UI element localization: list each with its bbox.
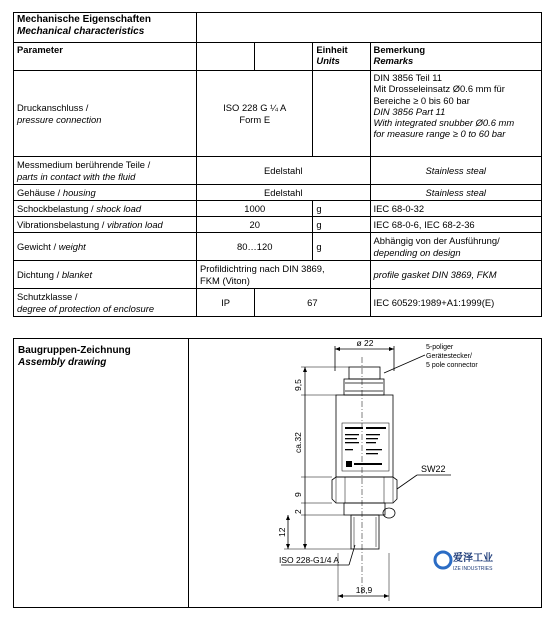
pressure-remark-6: for measure range ≥ 0 to 60 bar: [373, 128, 506, 140]
table-row-medium: [14, 157, 542, 185]
watermark-logo: [435, 551, 493, 572]
header-units-en: Units: [316, 55, 340, 67]
watermark-logo-icon: [435, 552, 451, 568]
shock-remark: IEC 68-0-32: [370, 201, 541, 217]
connector-body: [344, 379, 384, 395]
assembly-drawing-panel: [13, 338, 542, 608]
dim-9: 9: [293, 492, 303, 497]
table-row-weight: [14, 233, 542, 261]
plate-brand: [354, 463, 382, 465]
weight-label-en: weight: [58, 240, 86, 252]
table-row-pressure: [14, 71, 542, 157]
dim-2: 2: [293, 509, 303, 514]
medium-value: Edelstahl: [197, 157, 371, 185]
protection-value: 67: [255, 289, 370, 317]
table-row-protection: [14, 289, 542, 317]
housing-label-en: housing: [62, 186, 96, 198]
housing-remark: Stainless steal: [370, 185, 541, 201]
sw-label: SW22: [421, 464, 446, 474]
arrow-12-bottom: [286, 544, 290, 549]
vibration-label-en: vibration load: [107, 218, 163, 230]
table-title-de: Mechanische Eigenschaften: [17, 14, 151, 25]
seal-value: [197, 261, 371, 289]
plate-text-9: [345, 449, 353, 450]
pressure-value-2: Form E: [239, 113, 271, 125]
pressure-remark-3: Bereiche ≥ 0 bis 60 bar: [373, 94, 470, 106]
header-units: [313, 43, 370, 71]
medium-label: [14, 157, 197, 185]
header-parameter: Parameter: [14, 43, 197, 71]
shock-label: [14, 201, 197, 217]
pressure-unit: [313, 71, 370, 157]
vibration-value: 20: [197, 217, 313, 233]
pressure-label-de: Druckanschluss /: [17, 102, 89, 114]
dim-12: 12: [277, 527, 287, 537]
table-title-en: Mechanical characteristics: [17, 26, 145, 37]
connector-label-2: Gerätestecker/: [426, 353, 472, 360]
thread-leader-tip: [349, 545, 355, 565]
assembly-title: [14, 339, 189, 607]
medium-label-en: parts in contact with the fluid: [17, 170, 136, 182]
plate-text-7: [345, 442, 359, 443]
table-row-seal: [14, 261, 542, 289]
arrow-v-bottom: [303, 544, 307, 549]
plate-text-1: [345, 427, 363, 429]
pressure-label-en: pressure connection: [17, 113, 102, 125]
table-title-blank: [197, 13, 542, 43]
arrow-d-right: [389, 347, 394, 351]
protection-prefix: IP: [197, 289, 255, 317]
sensor-drawing: [189, 339, 541, 607]
connector-label-1: 5-poliger: [426, 344, 454, 351]
seal-value-2: FKM (Viton): [200, 274, 250, 286]
seal-remark: profile gasket DIN 3869, FKM: [370, 261, 541, 289]
assembly-title-de: Baugruppen-Zeichnung: [18, 345, 131, 356]
pressure-label: [14, 71, 197, 157]
connector-leader: [384, 355, 425, 373]
seal-label: [14, 261, 197, 289]
header-blank-2: [255, 43, 313, 71]
shock-value: 1000: [197, 201, 313, 217]
housing-label: [14, 185, 197, 201]
arrow-189-right: [384, 594, 389, 598]
header-remarks: [370, 43, 541, 71]
plate-text-3: [345, 434, 359, 435]
seal-value-1: Profildichtring nach DIN 3869,: [200, 263, 325, 275]
header-remarks-en: Remarks: [373, 55, 414, 67]
sw-leader: [397, 475, 417, 489]
dim-diameter: ø 22: [356, 339, 374, 348]
pressure-remark-5: With integrated snubber Ø0.6 mm: [373, 117, 515, 129]
pressure-value: [197, 71, 313, 157]
plate-logo: [346, 461, 352, 467]
dim-ca32: ca.32: [293, 432, 303, 453]
table-row-shock: [14, 201, 542, 217]
pressure-remark: [370, 71, 541, 157]
header-blank-1: [197, 43, 255, 71]
seal-label-en: blanket: [61, 268, 93, 280]
weight-label-de: Gewicht /: [17, 240, 59, 252]
pressure-remark-4: DIN 3856 Part 11: [373, 105, 446, 117]
arrow-12-top: [286, 515, 290, 520]
plate-text-4: [366, 434, 380, 435]
hex-nut: [332, 477, 397, 503]
protection-label: [14, 289, 197, 317]
connector-label-3: 5 pole connector: [426, 362, 478, 369]
connector-cap: [349, 367, 380, 379]
weight-remark-de: Abhängig von der Ausführung/: [373, 235, 500, 247]
pressure-value-1: ISO 228 G ¼ A: [223, 102, 287, 114]
arrow-v-top: [303, 367, 307, 372]
table-row-vibration: [14, 217, 542, 233]
housing-label-de: Gehäuse /: [17, 186, 63, 198]
table-title: [14, 13, 197, 43]
mechanical-characteristics-table: [13, 12, 542, 317]
medium-remark: Stainless steal: [370, 157, 541, 185]
plate-text-10: [366, 449, 382, 450]
arrow-d-left: [335, 347, 340, 351]
medium-label-de: Messmedium berührende Teile /: [17, 159, 151, 171]
pressure-remark-1: DIN 3856 Teil 11: [373, 72, 442, 83]
watermark-cn: 爱泽工业: [453, 553, 493, 564]
plate-text-11: [366, 453, 378, 454]
dim-18-9: 18,9: [355, 585, 373, 595]
vibration-label-de: Vibrationsbelastung /: [17, 218, 107, 230]
arrow-189-left: [338, 594, 343, 598]
weight-remark-en: depending on design: [373, 246, 461, 258]
housing-value: Edelstahl: [197, 185, 371, 201]
protection-label-de: Schutzklasse /: [17, 291, 78, 303]
vibration-label: [14, 217, 197, 233]
watermark-en: IZE INDUSTRIES: [453, 566, 493, 572]
shock-unit: g: [313, 201, 370, 217]
seal-label-de: Dichtung /: [17, 268, 62, 280]
weight-unit: g: [313, 233, 370, 261]
thread-section: [351, 515, 379, 549]
protection-label-en: degree of protection of enclosure: [17, 302, 155, 314]
vibration-unit: g: [313, 217, 370, 233]
vibration-remark: IEC 68-0-6, IEC 68-2-36: [370, 217, 541, 233]
weight-remark: [370, 233, 541, 261]
table-row-housing: [14, 185, 542, 201]
pressure-remark-2: Mit Drosseleinsatz Ø0.6 mm für: [373, 83, 505, 95]
plate-text-2: [366, 427, 386, 429]
header-units-de: Einheit: [316, 44, 348, 55]
gasket: [344, 503, 385, 515]
header-remarks-de: Bemerkung: [373, 44, 426, 55]
plate-text-6: [366, 438, 378, 439]
plate-text-8: [366, 442, 376, 443]
plate-text-5: [345, 438, 357, 439]
protection-remark: IEC 60529:1989+A1:1999(E): [370, 289, 541, 317]
dim-9-5: 9,5: [293, 379, 303, 391]
shock-label-en: shock load: [96, 202, 142, 214]
weight-label: [14, 233, 197, 261]
weight-value: 80…120: [197, 233, 313, 261]
shock-label-de: Schockbelastung /: [17, 202, 97, 214]
assembly-title-en: Assembly drawing: [18, 356, 107, 368]
thread-label: ISO 228-G1/4 A: [279, 555, 340, 565]
